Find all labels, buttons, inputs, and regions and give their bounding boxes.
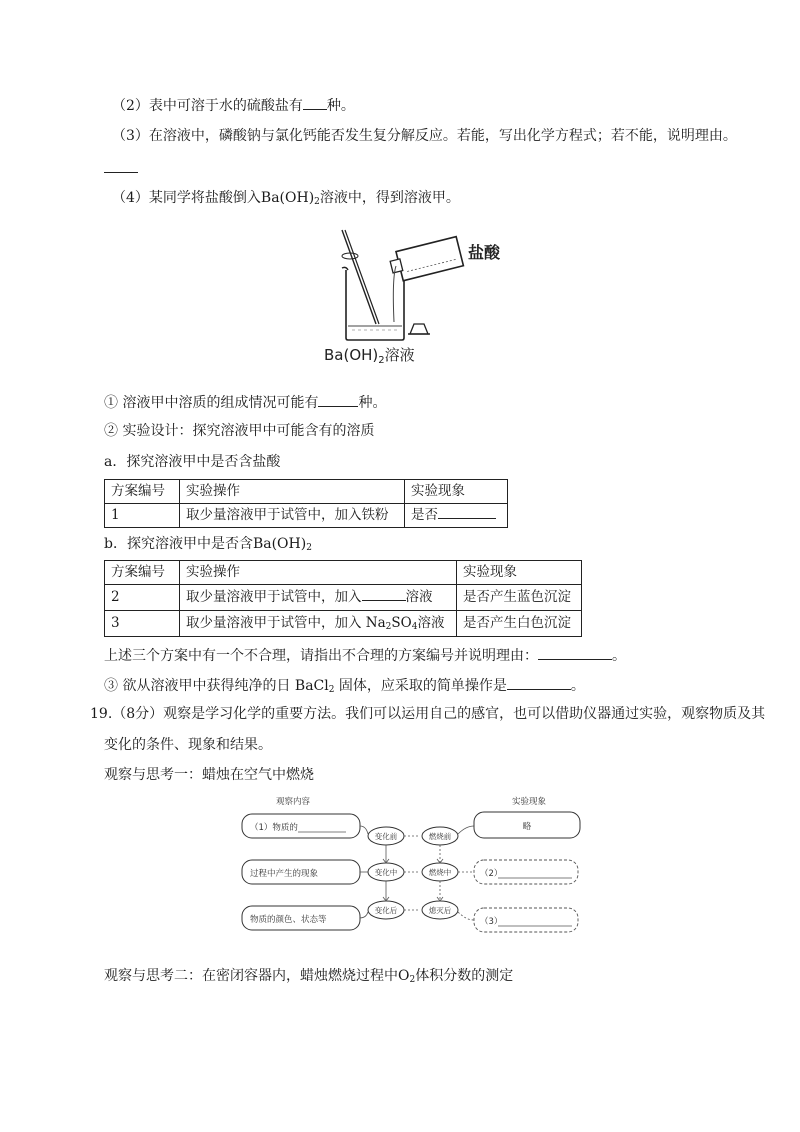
- reagent-bottle-icon: [388, 237, 463, 283]
- acid-label: 盐酸: [468, 243, 501, 262]
- item-1: ① 溶液甲中溶质的组成情况可能有 种。: [104, 392, 386, 413]
- table-header-cell: 方案编号: [105, 561, 180, 585]
- svg-text:变化后: 变化后: [374, 906, 398, 915]
- table-row: [105, 585, 582, 611]
- item-2: ② 实验设计：探究溶液甲中可能含有的溶质: [104, 423, 375, 439]
- answer-blank: [507, 675, 571, 690]
- table-cell: 取少量溶液甲于试管中，加入 $Na_2SO_4$溶液: [180, 611, 457, 637]
- stopper-icon: [410, 324, 428, 334]
- answer-blank: [104, 158, 138, 173]
- pouring-figure: [320, 226, 520, 366]
- stirring-rod-icon: [342, 230, 376, 324]
- table-cell: 1: [105, 504, 180, 528]
- answer-blank: [438, 504, 496, 519]
- unreasonable-question: 上述三个方案中有一个不合理，请指出不合理的方案编号并说明理由： 。: [104, 645, 626, 666]
- part-a-title: a．探究溶液甲中是否含盐酸: [104, 454, 281, 470]
- item-3: ③ 欲从溶液甲中获得纯净的日 BaCl$_2$ 固体，应采取的简单操作是 。: [104, 675, 585, 696]
- table-header-cell: 实验现象: [405, 480, 508, 504]
- table-header-cell: 实验操作: [180, 480, 405, 504]
- beaker-icon: [346, 270, 404, 340]
- svg-text:（3）: （3）: [480, 917, 503, 927]
- table-header-row: [105, 561, 582, 585]
- svg-text:（2）: （2）: [480, 869, 503, 879]
- base-label: $Ba(OH)_2$溶液: [324, 346, 415, 366]
- question-3-answer: [104, 158, 138, 179]
- answer-blank: [362, 586, 406, 601]
- table-cell: 是否产生白色沉淀: [457, 611, 582, 637]
- header-phenomenon: 实验现象: [512, 797, 547, 807]
- question-3: （3）在溶液中，磷酸钠与氯化钙能否发生复分解反应。若能，写出化学方程式；若不能，说明理由。: [112, 128, 737, 144]
- svg-text:变化中: 变化中: [374, 868, 398, 877]
- answer-blank: [538, 645, 612, 660]
- table-cell: 是否: [405, 504, 508, 528]
- table-cell: 取少量溶液甲于试管中，加入铁粉: [180, 504, 405, 528]
- table-header-cell: 实验操作: [180, 561, 457, 585]
- answer-blank: [318, 392, 358, 407]
- table-row: [105, 504, 508, 528]
- table-cell: 取少量溶液甲于试管中，加入 溶液: [180, 585, 457, 611]
- table-cell: 是否产生蓝色沉淀: [457, 585, 582, 611]
- table-b: [104, 560, 582, 637]
- think-2-title: 观察与思考二：在密闭容器内，蜡烛燃烧过程中$O_2$体积分数的测定: [104, 968, 514, 985]
- table-header-row: [105, 480, 508, 504]
- svg-text:变化前: 变化前: [374, 832, 398, 841]
- answer-blank: [303, 95, 327, 110]
- table-cell: 3: [105, 611, 180, 637]
- left-box-3-text: 物质的颜色、状态等: [250, 915, 327, 925]
- table-cell: 2: [105, 585, 180, 611]
- question-19-line2: 变化的条件、现象和结果。: [104, 737, 272, 753]
- beaker-diagram: [320, 226, 520, 366]
- svg-text:燃烧前: 燃烧前: [428, 832, 452, 841]
- header-observation: 观察内容: [276, 797, 311, 807]
- question-2: （2）表中可溶于水的硫酸盐有 种。: [112, 95, 355, 116]
- part-b-title: b．探究溶液甲中是否含$Ba(OH)_2$: [104, 536, 312, 553]
- table-row: [105, 611, 582, 637]
- svg-text:燃烧中: 燃烧中: [428, 868, 452, 877]
- candle-observation-diagram: [236, 792, 596, 940]
- table-a: [104, 479, 508, 528]
- svg-text:略: 略: [522, 822, 532, 832]
- table-header-cell: 实验现象: [457, 561, 582, 585]
- question-19-line1: 19.（8分）观察是学习化学的重要方法。我们可以运用自己的感官，也可以借助仪器通过实验，观察物质及其: [90, 706, 766, 722]
- left-box-1-text: （1）物质的: [250, 823, 298, 833]
- think-1-title: 观察与思考一：蜡烛在空气中燃烧: [104, 767, 314, 783]
- svg-text:熄灭后: 熄灭后: [428, 906, 452, 915]
- left-box-2-text: 过程中产生的现象: [250, 869, 319, 879]
- table-header-cell: 方案编号: [105, 480, 180, 504]
- question-4: （4）某同学将盐酸倒入$Ba(OH)_2$溶液中，得到溶液甲。: [112, 190, 460, 207]
